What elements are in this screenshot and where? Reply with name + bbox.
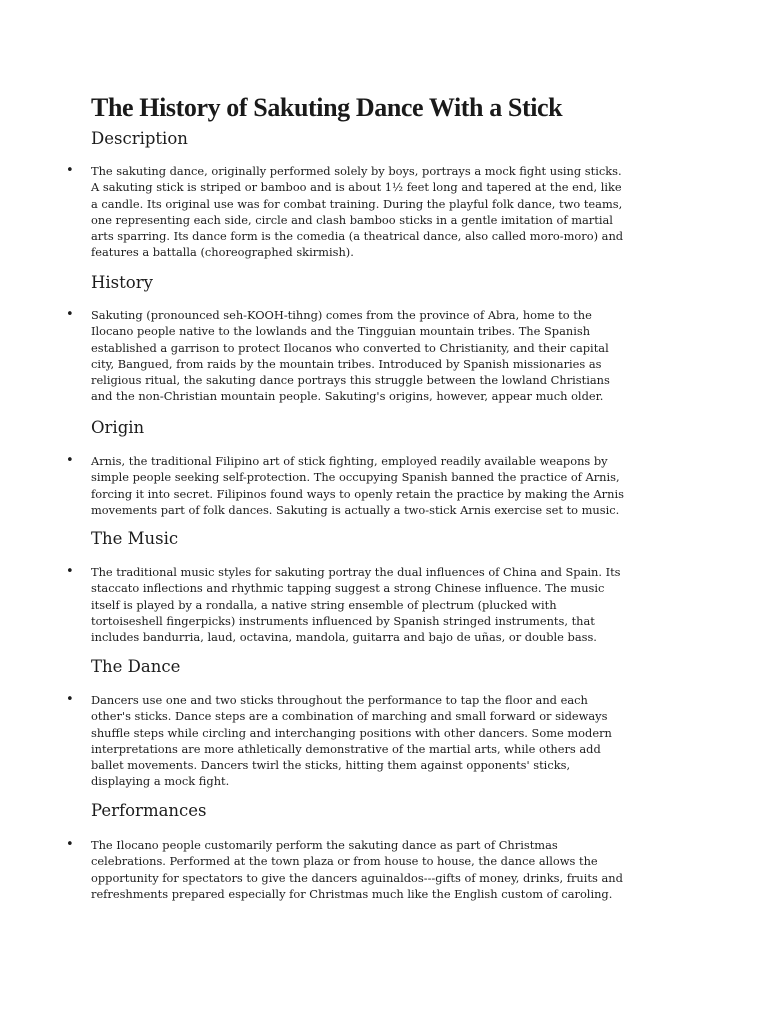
text-line: Dancers use one and two sticks throughout the performance to tap the floor and each bbox=[91, 693, 588, 707]
text-line: A sakuting stick is striped or bamboo and is about 1½ feet long and tapered at the end, like bbox=[91, 180, 622, 195]
text-line: Ilocano people native to the lowlands and the Tingguian mountain tribes. The Spanish bbox=[91, 324, 591, 339]
text-line: The Ilocano people customarily perform the sakuting dance as part of Christmas bbox=[91, 838, 558, 852]
bullet-icon: • bbox=[66, 564, 74, 579]
section-paragraph bbox=[91, 307, 610, 405]
text-line: shuffle steps while circling and interchanging positions with other dancers. Some modern bbox=[91, 725, 612, 740]
text-line: arts sparring. Its dance form is the comedia (a theatrical dance, also called moro-moro) and bbox=[91, 229, 624, 244]
section-paragraph bbox=[91, 564, 621, 645]
text-line: includes bandurria, laud, octavina, mandola, guitarra and bajo de uñas, or double bass. bbox=[91, 630, 597, 645]
bullet-icon: • bbox=[66, 692, 74, 707]
text-line: celebrations. Performed at the town plaza or from house to house, the dance allows the bbox=[91, 854, 598, 869]
section-heading: The Music bbox=[91, 529, 179, 548]
text-line: interpretations are more athletically demonstrative of the martial arts, while others add bbox=[91, 741, 601, 756]
bullet-icon: • bbox=[66, 453, 74, 468]
text-line: refreshments prepared especially for Christmas much like the English custom of caroling. bbox=[91, 886, 613, 901]
text-line: displaying a mock fight. bbox=[91, 774, 230, 789]
text-line: itself is played by a rondalla, a native string ensemble of plectrum (plucked with bbox=[91, 597, 557, 612]
text-line: religious ritual, the sakuting dance portrays this struggle between the lowland Christians bbox=[91, 373, 610, 388]
section-heading: The Dance bbox=[91, 657, 181, 676]
bullet-icon: • bbox=[66, 837, 74, 852]
section-paragraph bbox=[91, 163, 623, 261]
text-line: a candle. Its original use was for combat training. During the playful folk dance, two teams, bbox=[91, 196, 623, 211]
text-line: simple people seeking self-protection. The occupying Spanish banned the practice of Arnis, bbox=[91, 470, 620, 485]
text-line: ballet movements. Dancers twirl the sticks, hitting them against opponents' sticks, bbox=[91, 758, 571, 773]
bullet-icon: • bbox=[66, 307, 74, 322]
text-line: Sakuting (pronounced seh-KOOH-tihng) comes from the province of Abra, home to the bbox=[91, 308, 592, 322]
text-line: and the non-Christian mountain people. Sakuting's origins, however, appear much older. bbox=[91, 389, 604, 404]
document-title: The History of Sakuting Dance With a Stick bbox=[91, 93, 563, 122]
text-line: staccato inflections and rhythmic tapping suggest a strong Chinese influence. The music bbox=[91, 581, 605, 596]
section-heading: Origin bbox=[91, 418, 145, 437]
text-line: features a battalla (choreographed skirmish). bbox=[91, 245, 354, 260]
section-heading: History bbox=[91, 273, 153, 292]
section-heading: Description bbox=[91, 129, 188, 148]
text-line: other's sticks. Dance steps are a combination of marching and small forward or sideways bbox=[91, 709, 608, 724]
text-line: The traditional music styles for sakuting portray the dual influences of China and Spain. Its bbox=[91, 565, 621, 579]
section-paragraph bbox=[91, 453, 624, 518]
text-line: established a garrison to protect Ilocanos who converted to Christianity, and their capital bbox=[91, 340, 609, 355]
text-line: one representing each side, circle and clash bamboo sticks in a gentle imitation of martial bbox=[91, 212, 613, 227]
text-line: opportunity for spectators to give the dancers aguinaldos---gifts of money, drinks, fruits and bbox=[91, 870, 623, 885]
section-paragraph bbox=[91, 692, 612, 790]
section-paragraph bbox=[91, 837, 623, 902]
section-heading: Performances bbox=[91, 801, 207, 820]
text-line: forcing it into secret. Filipinos found ways to openly retain the practice by making the Arnis bbox=[91, 486, 624, 501]
text-line: city, Bangued, from raids by the mountain tribes. Introduced by Spanish missionaries as bbox=[91, 356, 602, 371]
text-line: The sakuting dance, originally performed solely by boys, portrays a mock fight using sticks. bbox=[91, 164, 622, 178]
text-line: tortoiseshell fingerpicks) instruments influenced by Spanish stringed instruments, that bbox=[91, 613, 595, 628]
text-line: Arnis, the traditional Filipino art of stick fighting, employed readily available weapons by bbox=[91, 454, 608, 468]
text-line: movements part of folk dances. Sakuting is actually a two-stick Arnis exercise set to music. bbox=[91, 502, 620, 517]
bullet-icon: • bbox=[66, 163, 74, 178]
